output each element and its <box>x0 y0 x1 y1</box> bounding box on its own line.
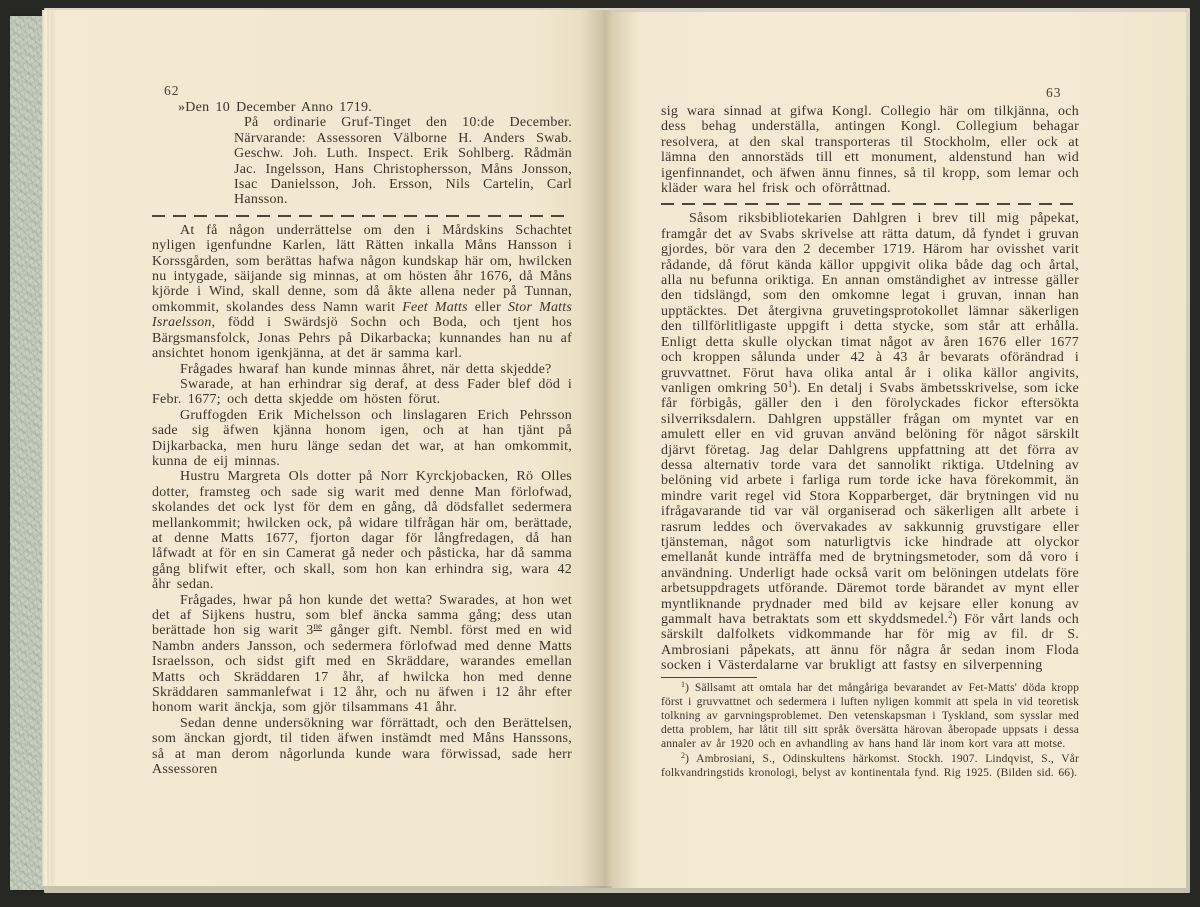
footnote-rule <box>661 677 757 678</box>
right-page-text <box>661 104 1079 780</box>
text-run-italic: Stor Matts Israelsson <box>152 299 572 331</box>
paragraph-widow-account: Hustru Margreta Ols dotter på Norr Kyrckjobacken, Rö Olles dotter, framsteg och sade sig warit med denne Man förlofwad, skolandes det ock lyst för dem en gång, då dödsfallet sedermera mellankommit; hwilcken ock, på widare tilfrågan här om, berättade, at denne Matts 1677, fjorton dagar för långfredagen, då han låfwadt at för en sin Camerat gå neder och påsticka, har då samma gång blifwit efter, och skall, som hon kan erhindra sig, wara 42 åhr sedan. <box>152 469 572 593</box>
paragraph-witnesses: Gruffogden Erik Michelsson och linslagaren Erich Pehrsson sade sig äfwen kjänna honom igen, och at han tjänt på Dijkarbacka, men huru länge sedan det war, at han omkommit, kunna de eij minnas. <box>152 407 572 469</box>
paragraph-question-year: Frågades hwaraf han kunde minnas åhret, när detta skjedde? <box>180 361 552 377</box>
paragraph-commentary <box>661 211 1079 673</box>
footnote-text: ) Sällsamt att omtala har det mångåriga bevarandet av Fet-Matts' döda kropp först i gruvvattnet och sedermera i luften nyligen kommit att spela in vid teoretisk tolkning av garvningsproblemet. Den vetenskapsman i Tyskland, som sysslar med detta problem, har låtit till sitt språk översätta härovan åberopade uppsats i dessa annaler av år 1920 och en avhandling av hans hand lär inom kort vara att motse. <box>661 681 1079 751</box>
text-run: , född i Swärdsjö Sochn och Boda, och tjent hos Bärgsmansfolck, Jonas Pehrs på Dikarbacka; kunnandes han nu af ansichtet honom igenkjänna, at det är samma karl. <box>152 315 572 362</box>
paragraph-answer-year: Swarade, at han erhindrar sig deraf, at dess Fader blef död i Febr. 1677; och detta skjedde om hösten förut. <box>152 376 572 408</box>
left-page-number: 62 <box>164 83 180 98</box>
paragraph-widow-marriages <box>152 593 572 716</box>
text-run: Såsom riksbibliotekarien Dahlgren i brev till mig påpekat, framgår det av Svabs skrivelse att rätta datum, då fyndet i gruvan gjordes, bör vara den 2 december 1719. Härom har ovisshet varit rådande, då förut kända källor uppgivit olika både dag och årtal, alla nu befunna oriktiga. En annan omständighet av intresse gäller den tidslängd, som den omkomne legat i gruvan, innan han upptäcktes. Det återgivna gruvetingsprotokollet lämnar säkerligen den tillförlitligaste uppgift i detta stycke, som står att erhålla. Enligt detta skulle olyckan timat något av åren 1676 eller 1677 och kroppen sålunda under 42 à 43 år bevarats oförändrad i gruvvattnet. Förut hava olika antal år i olika källor angivits, vanligen omkring 50 <box>661 211 1079 396</box>
left-page-text <box>152 100 572 777</box>
paragraph-continuation: sig wara sinnad at gifwa Kongl. Collegio här om tilkjänna, och dess behag underställa, antingen Kongl. Collegium behagar resolvera, at den skal transporteras til Stockholm, eller ock at lämna den annorstäds till ett monument, aldenstund han wid igenfinnandet, och äfwen ännu finnes, så til kropp, som lemar och kläder wara hel frisk och oförråttnad. <box>661 104 1079 197</box>
dashed-separator <box>152 215 572 217</box>
footnote-text: ) Ambrosiani, S., Odinskultens härkomst. Stockh. 1907. Lindqvist, S., Vår folkvandringstids kronologi, belyst av kontinentala fynd. Rig 1925. (Bilden sid. 66). <box>661 752 1079 779</box>
footnote-1 <box>661 681 1079 752</box>
text-run: Frågades, hwar på hon kunde det wetta? Swarades, at hon wet det af Sijkens hustru, som blef äncka samma gång; dess utan berättade hon sig warit 3 <box>152 592 572 639</box>
dashed-separator <box>661 203 1079 205</box>
text-run: ) För vårt lands och särskilt dalfolkets vidkommande har för mig av fil. dr S. Ambrosiani påpekats, att ännu för några år sedan inom Floda socken i Västerdalarne var brukligt att fastsy en silverpenning <box>661 612 1079 674</box>
paragraph-testimony <box>152 223 572 362</box>
footnote-reference-2: 2 <box>948 610 953 620</box>
text-run: At få någon underrättelse om den i Mårdskins Schachtet nyligen igenfundne Karlen, lätt Rätten inkalla Måns Hansson i Korssgården, som berättas hafwa någon kundskap här om, hwilcken nu intygade, säijande sig minnas, at om hösten åhr 1676, då Måns kjörde i Wind, skall denne, som då åkte allena neder på Tunnan, omkommit, skolandes dess Namn warit <box>152 222 572 315</box>
text-run: ). En detalj i Svabs ämbetsskrivelse, som icke får förbigås, gäller den i den förolyckades fickor eftersökta silverriksdalern. Dahlgren uppställer frågan om myntet var en amulett eller en vid gruvan använd belöning för något särskilt djärvt företag. Jag delar Dahlgrens uppfattning att det förra av dessa alternativ torde vara det sannolikt riktiga. Utdelning av belöning vid arbete i farliga rum torde icke hava förekommit, än mindre varit regel vid Stora Kopparberget, där brytningen vid nu ifrågavarande tid var väl organiserad och säkerligen allt arbete i rasrum leddes och övervakades av sakkunnig gruvstigare eller tjänsteman, något som naturligtvis icke hindrade att olyckor emellanåt kunde inträffa med de brytningsmetoder, som då voro i användning. Underligt hade också varit om belöningen utdelats före arbetsuppdragets utförande. Däremot torde bärandet av mynt eller myntliknande prydnader med bild av kejsare eller konung av gammalt hava betraktats som ett skyddsmedel. <box>661 380 1080 627</box>
footnote-reference-1: 1 <box>787 378 793 389</box>
superscript-ne: ne <box>313 621 323 632</box>
footnote-marker-2: 2 <box>681 750 686 760</box>
text-run: eller <box>467 299 508 315</box>
footnote-2 <box>661 752 1079 780</box>
footnotes <box>661 677 1079 780</box>
session-date-heading: »Den 10 December Anno 1719. <box>178 100 373 115</box>
text-run-italic: Feet Matts <box>402 299 468 315</box>
attendees-block: På ordinarie Gruf-Tinget den 10:de December. Närvarande: Assessoren Välborne H. Anders Swab. Geschw. Joh. Luth. Inspect. Erik Sohlberg. Rådmän Jac. Ingelsson, Hans Christophersson, Måns Jonsson, Isac Danielsson, Joh. Ersson, Nils Cartelin, Carl Hansson. <box>234 115 572 208</box>
right-page-number: 63 <box>1046 85 1062 100</box>
text-run: gånger gift. Nembl. först med en wid Nambn anders Jansson, och sedermera förlofwad med denne Matts Israelsson, och sidst gift med en Skräddare, warandes emellan Matts och Skräddaren 17 åhr, af hwilcka hon med denne Skräddaren sammanlefwat i 12 åhr, och nu äfwen i 12 åhr efter honom warit änckja, som gjör tilsammans 41 åhr. <box>152 623 572 716</box>
paragraph-conclusion: Sedan denne undersökning war förrättadt, och den Berättelsen, som änckan gjordt, til tiden äfwen instämdt med Måns Hanssons, så at man derom någorlunda kunde wara förwissad, sade herr Assessoren <box>152 715 572 778</box>
footnote-marker-1: 1 <box>681 679 686 689</box>
